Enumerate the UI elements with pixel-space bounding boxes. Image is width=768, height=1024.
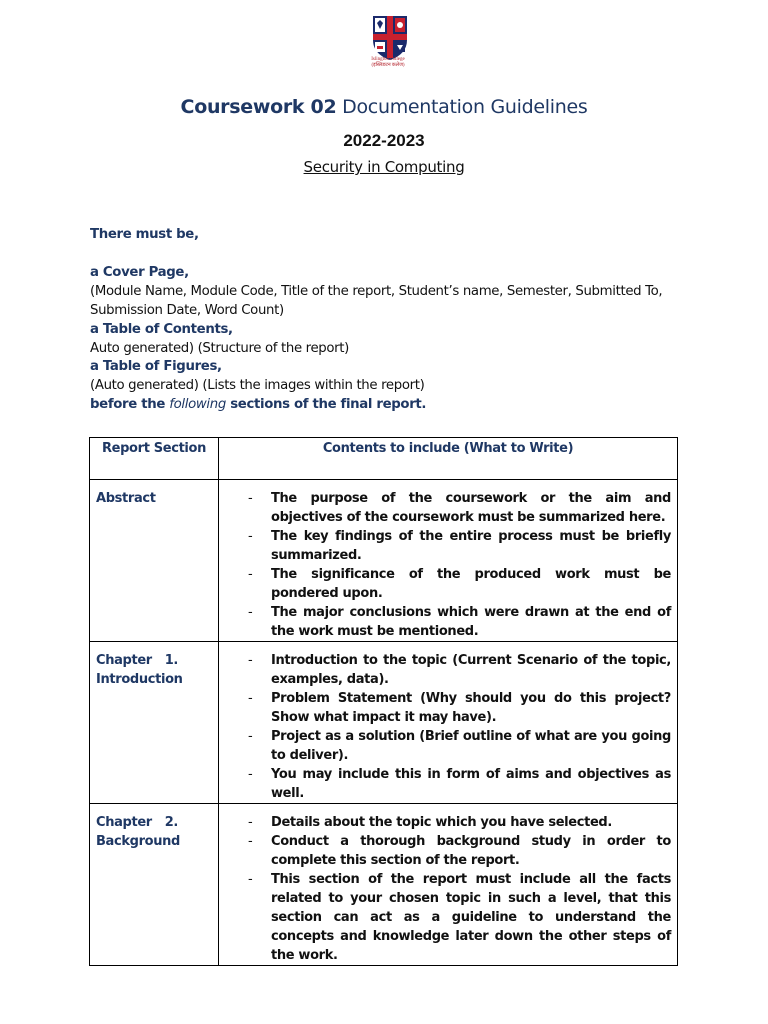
- cover-page-label: a Cover Page,: [90, 264, 189, 280]
- logo-caption-nepali: (इस्लिङटन कलेज): [371, 63, 405, 68]
- toc-detail: Auto generated) (Structure of the report): [90, 340, 350, 356]
- document-title: [0, 96, 768, 118]
- report-sections-table: [89, 437, 678, 966]
- section-name-part: 2.: [164, 815, 178, 830]
- before-text-2: sections of the final report.: [225, 397, 427, 413]
- list-item: - Project as a solution (Brief outline of what are you going to deliver).: [246, 727, 671, 765]
- section-name-line1: Abstract: [96, 491, 156, 506]
- section-contents-cell: [219, 480, 678, 642]
- contents-bullet-list: [246, 489, 671, 641]
- section-contents-cell: [219, 804, 678, 966]
- list-item: - The major conclusions which were drawn at the end of the work must be mentioned.: [246, 603, 671, 641]
- list-item: - This section of the report must include all the facts related to your chosen topic in such a level, that this section can act as a guideline to understand the concepts and knowledge later down the other steps of the work.: [246, 870, 671, 965]
- toc-label: a Table of Contents,: [90, 321, 233, 337]
- contents-bullet-list: [246, 813, 671, 965]
- table-row: [90, 480, 678, 642]
- preamble: [90, 226, 680, 415]
- section-name-part: 1.: [164, 653, 178, 668]
- list-item: - The significance of the produced work must be pondered upon.: [246, 565, 671, 603]
- title-rest: Documentation Guidelines: [336, 96, 588, 118]
- list-item: - Introduction to the topic (Current Scenario of the topic, examples, data).: [246, 651, 671, 689]
- list-item: - You may include this in form of aims and objectives as well.: [246, 765, 671, 803]
- preamble-intro: There must be,: [90, 227, 199, 242]
- section-name-part: Chapter: [96, 653, 152, 668]
- before-text-emphasis: following: [169, 397, 226, 413]
- table-row: [90, 804, 678, 966]
- section-contents-cell: [219, 642, 678, 804]
- module-subject: Security in Computing: [303, 158, 465, 176]
- before-text-1: before the: [90, 397, 170, 413]
- list-item: - Conduct a thorough background study in order to complete this section of the report.: [246, 832, 671, 870]
- title-coursework: Coursework 02: [180, 96, 337, 118]
- cover-page-detail: (Module Name, Module Code, Title of the report, Student’s name, Semester, Submitted To, Submission Date, Word Count): [90, 283, 663, 318]
- section-name-cell: [90, 480, 219, 642]
- header-contents: Contents to include (What to Write): [219, 438, 678, 480]
- section-name-line1: [96, 651, 178, 670]
- list-item: - Details about the topic which you have selected.: [246, 813, 671, 832]
- list-item: - Problem Statement (Why should you do this project? Show what impact it may have).: [246, 689, 671, 727]
- list-item: - The purpose of the coursework or the aim and objectives of the coursework must be summarized here.: [246, 489, 671, 527]
- table-row: [90, 642, 678, 804]
- section-name-part: Chapter: [96, 815, 152, 830]
- contents-bullet-list: [246, 651, 671, 803]
- tof-detail: (Auto generated) (Lists the images within the report): [90, 378, 425, 394]
- logo-caption-english: Islington college: [371, 57, 405, 62]
- before-sections-line: [90, 396, 680, 415]
- section-name-cell: [90, 804, 219, 966]
- logo-caption: [356, 57, 420, 69]
- tof-label: a Table of Figures,: [90, 359, 222, 375]
- academic-year: 2022-2023: [343, 131, 425, 150]
- table-header-row: [90, 438, 678, 480]
- section-name-line1: [96, 813, 178, 832]
- header-report-section: Report Section: [90, 438, 219, 480]
- table-body: [90, 480, 678, 966]
- section-name-line2: Introduction: [96, 672, 183, 687]
- section-name-cell: [90, 642, 219, 804]
- section-name-line2: Background: [96, 834, 180, 849]
- list-item: - The key findings of the entire process must be briefly summarized.: [246, 527, 671, 565]
